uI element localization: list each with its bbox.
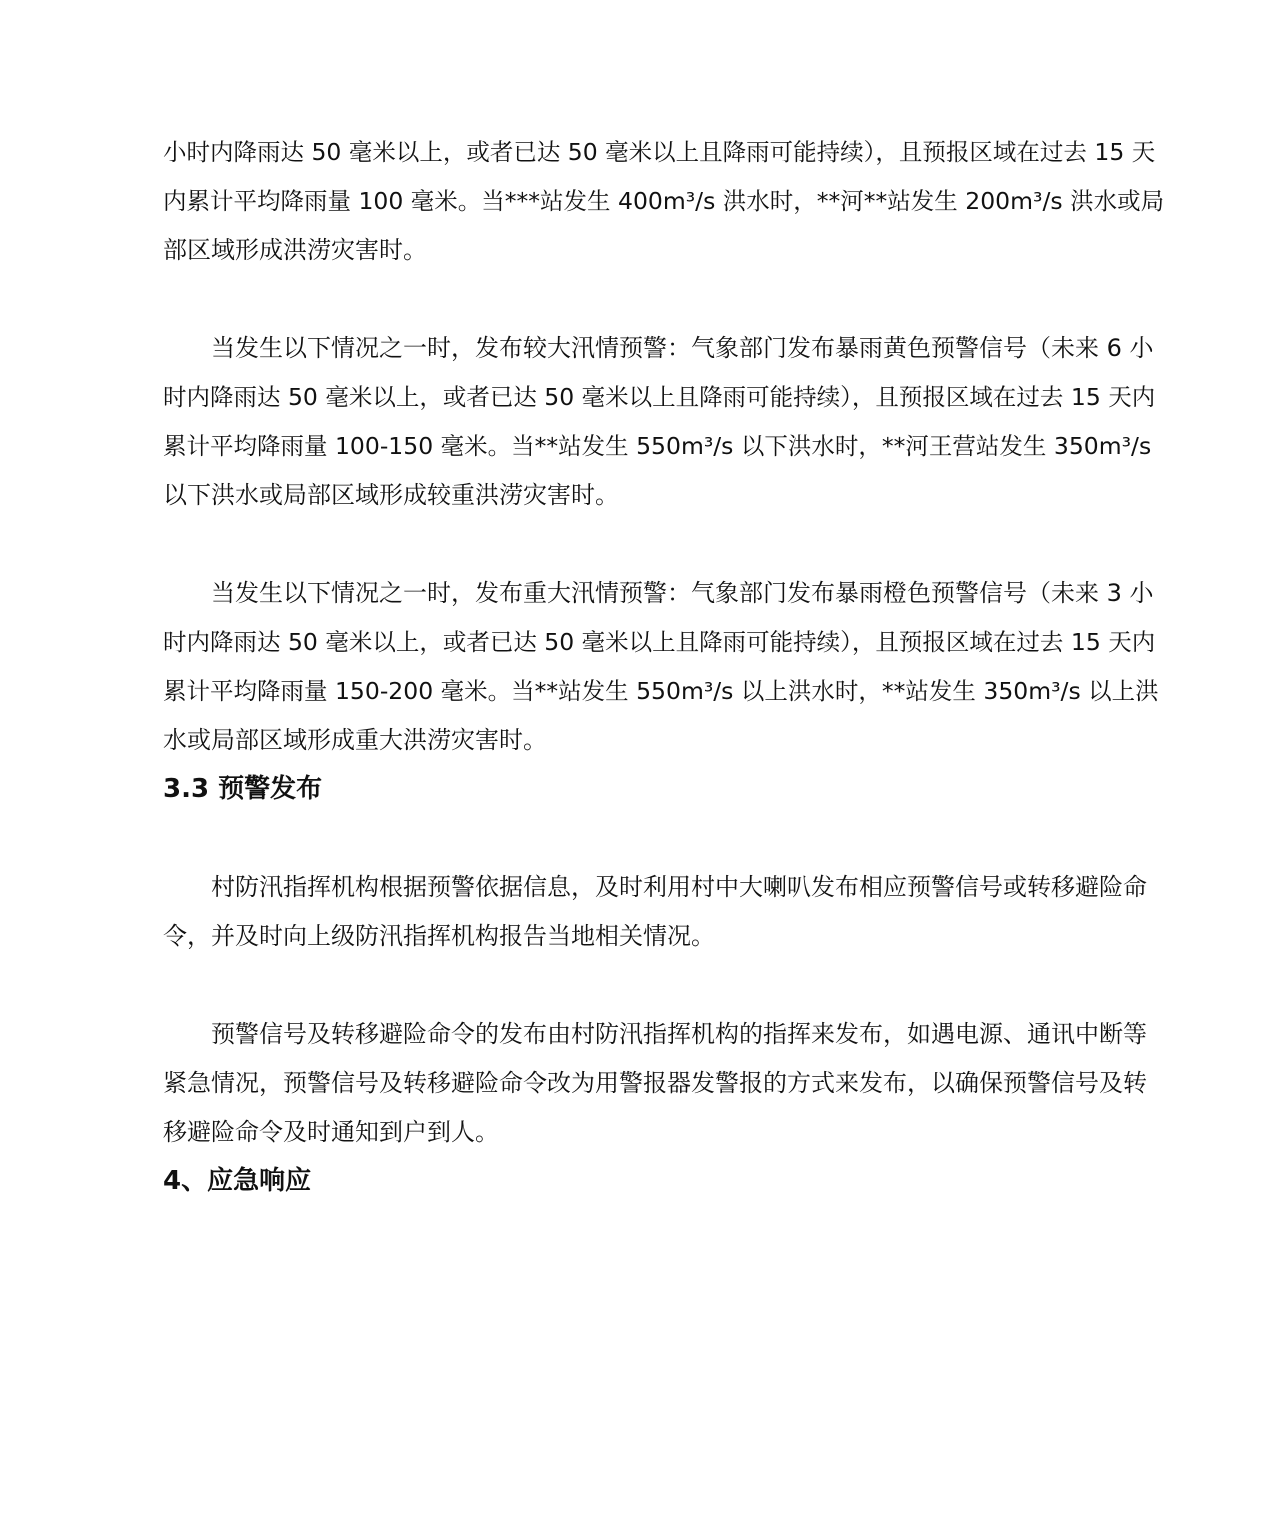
text-line: 累计平均降雨量 150-200 毫米。当**站发生 550m³/s 以上洪水时，**站发生 350m³/s 以上洪 — [163, 677, 1159, 705]
text-line: 时内降雨达 50 毫米以上，或者已达 50 毫米以上且降雨可能持续），且预报区域在过去 15 天内 — [163, 628, 1156, 656]
text-line: 以下洪水或局部区域形成较重洪涝灾害时。 — [163, 481, 619, 509]
document-page — [163, 128, 1169, 1206]
text-line: 当发生以下情况之一时，发布较大汛情预警：气象部门发布暴雨黄色预警信号（未来 6 小 — [211, 334, 1154, 362]
paragraph-larger-flood-warning — [163, 324, 1169, 520]
text-line: 村防汛指挥机构根据预警依据信息，及时利用村中大喇叭发布相应预警信号或转移避险命 — [211, 873, 1147, 901]
text-line: 令，并及时向上级防汛指挥机构报告当地相关情况。 — [163, 922, 715, 950]
paragraph-continued — [163, 128, 1169, 275]
text-line: 内累计平均降雨量 100 毫米。当***站发生 400m³/s 洪水时，**河**站发生 200m³/s 洪水或局 — [163, 187, 1165, 215]
text-line: 累计平均降雨量 100-150 毫米。当**站发生 550m³/s 以下洪水时，**河王营站发生 350m³/s — [163, 432, 1152, 460]
section-heading-4: 4、应急响应 — [163, 1166, 312, 1196]
text-line: 部区域形成洪涝灾害时。 — [163, 236, 427, 264]
paragraph-major-flood-warning — [163, 569, 1169, 765]
paragraph-backup-release — [163, 1010, 1169, 1157]
text-line: 预警信号及转移避险命令的发布由村防汛指挥机构的指挥来发布，如遇电源、通讯中断等 — [211, 1020, 1147, 1048]
paragraph-warning-release — [163, 863, 1169, 961]
section-heading-3-3: 3.3 预警发布 — [163, 774, 323, 804]
text-line: 小时内降雨达 50 毫米以上，或者已达 50 毫米以上且降雨可能持续），且预报区域在过去 15 天 — [163, 138, 1156, 166]
text-line: 当发生以下情况之一时，发布重大汛情预警：气象部门发布暴雨橙色预警信号（未来 3 小 — [211, 579, 1154, 607]
text-line: 水或局部区域形成重大洪涝灾害时。 — [163, 726, 547, 754]
text-line: 时内降雨达 50 毫米以上，或者已达 50 毫米以上且降雨可能持续），且预报区域在过去 15 天内 — [163, 383, 1156, 411]
text-line: 紧急情况，预警信号及转移避险命令改为用警报器发警报的方式来发布，以确保预警信号及转 — [163, 1069, 1147, 1097]
text-line: 移避险命令及时通知到户到人。 — [163, 1118, 499, 1146]
